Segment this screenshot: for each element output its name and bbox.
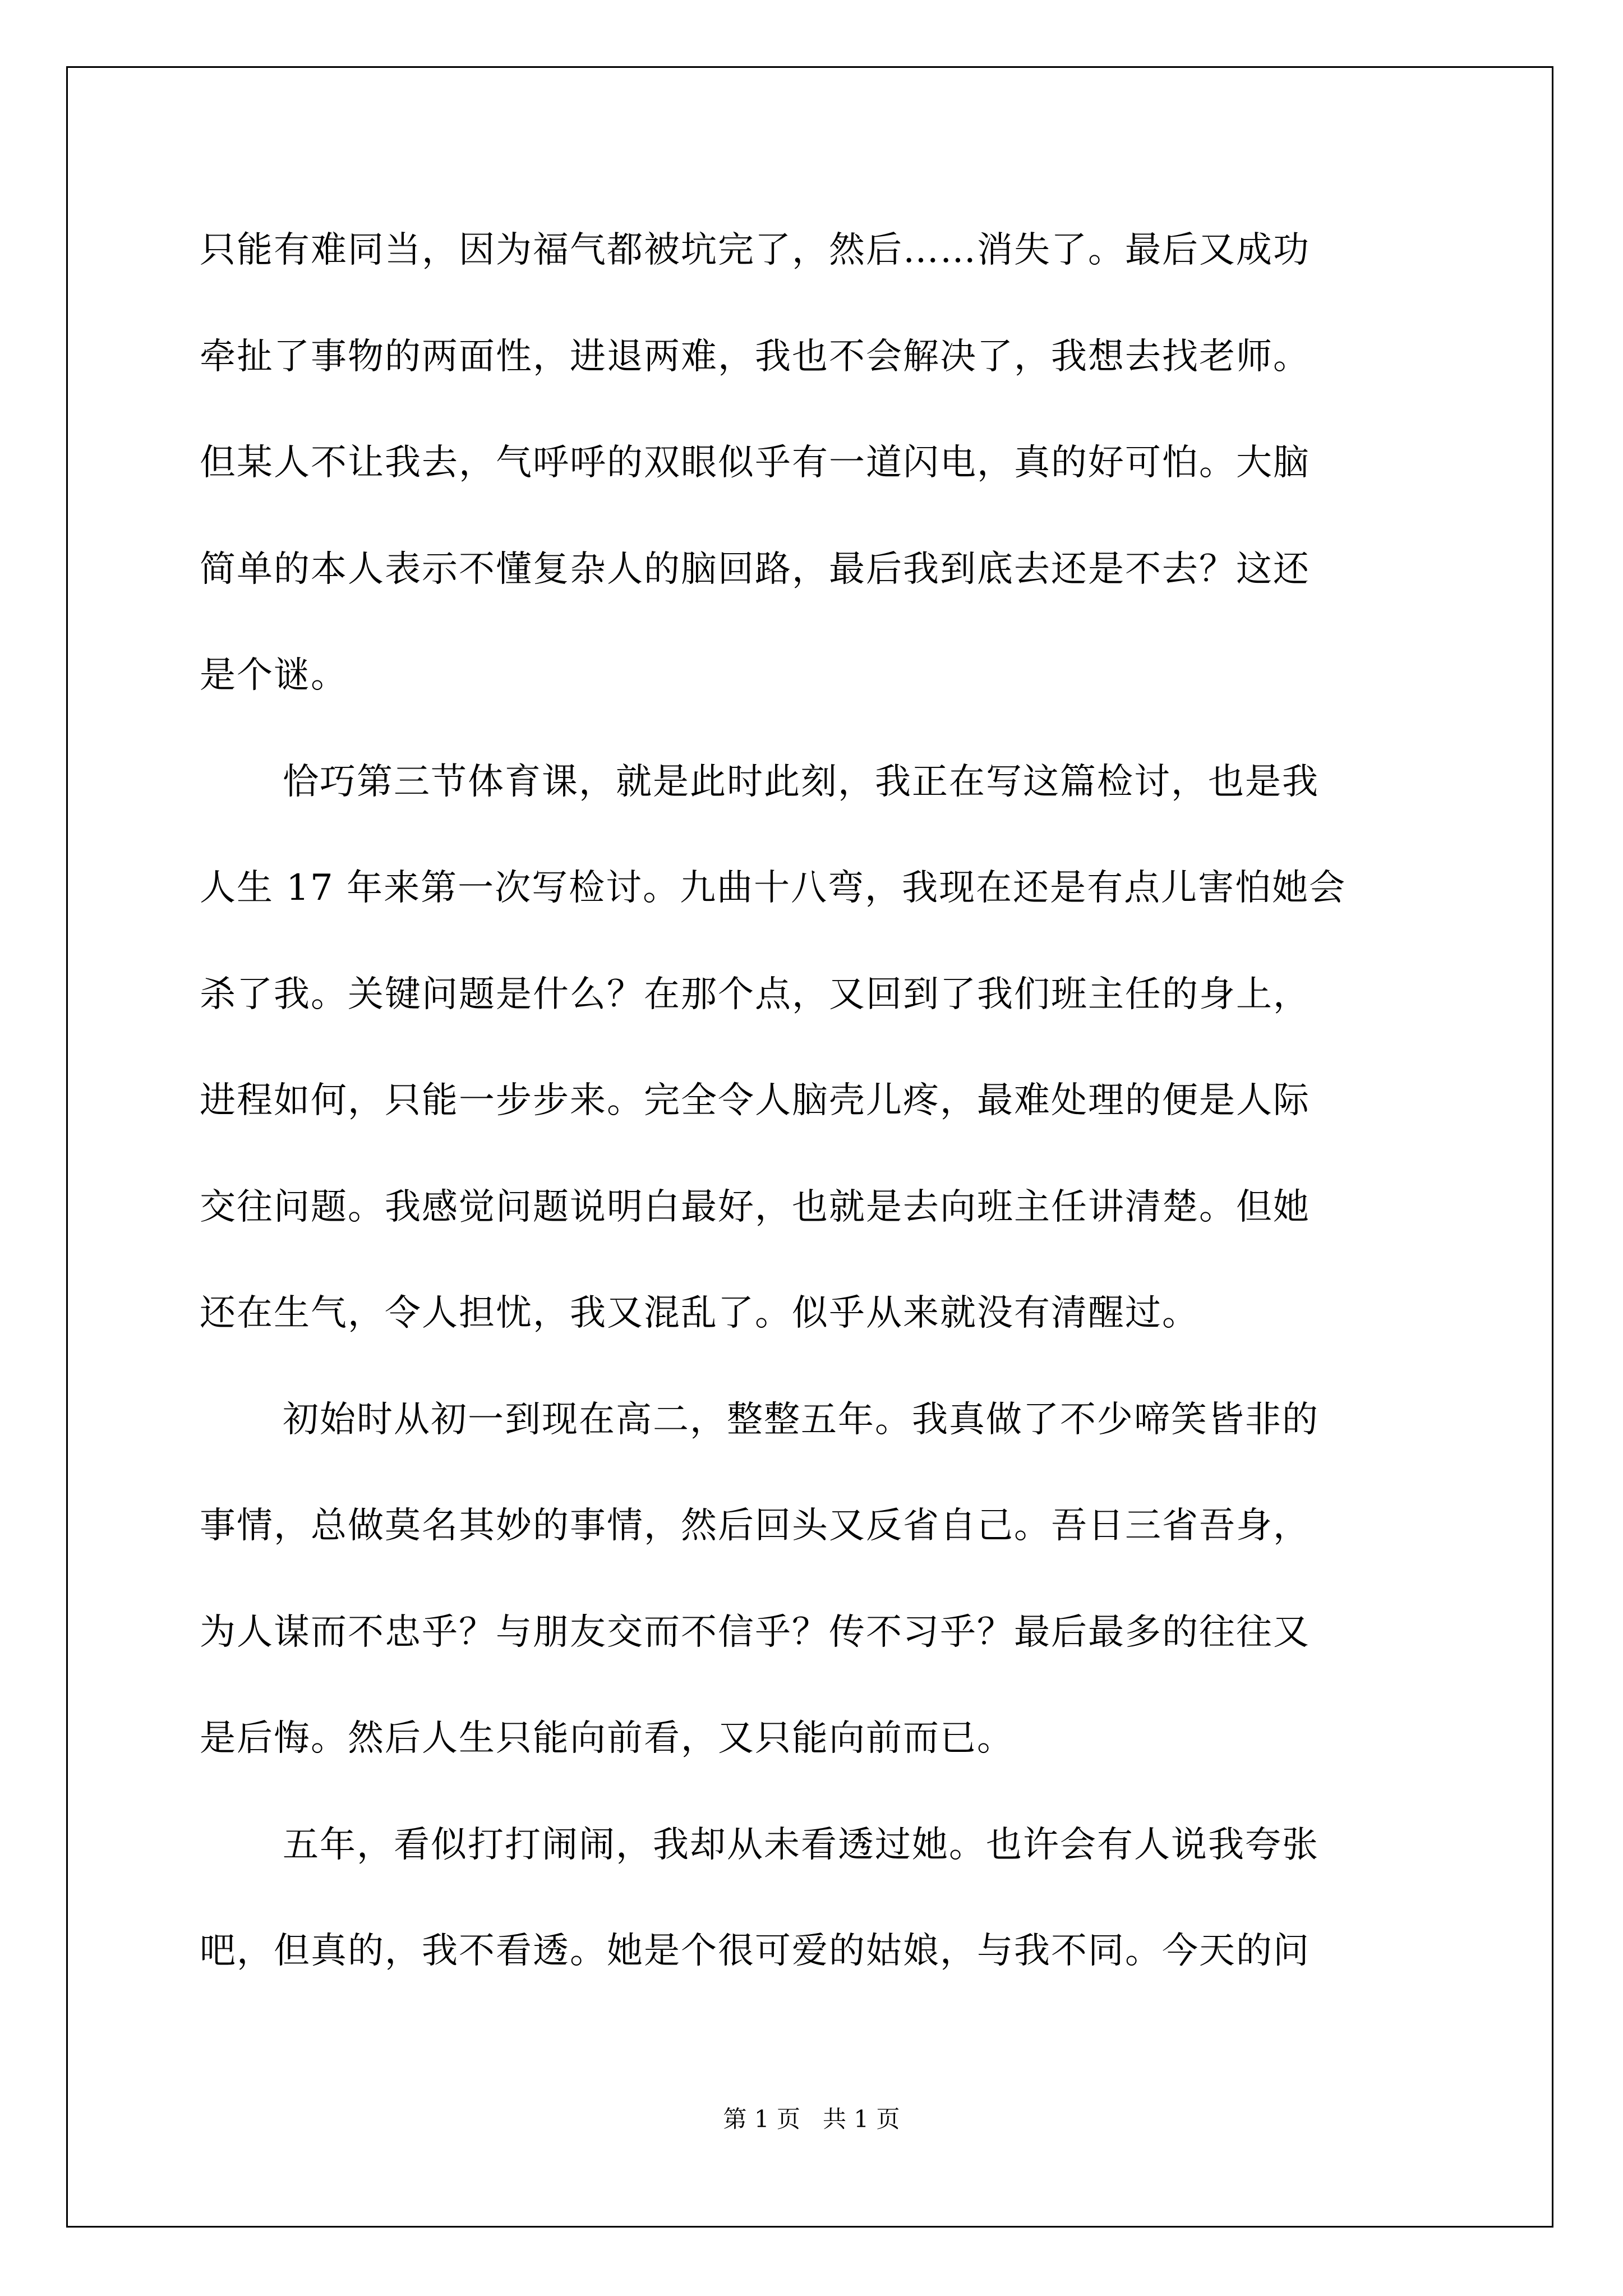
text-line: 但某人不让我去，气呼呼的双眼似乎有一道闪电，真的好可怕。大脑 — [200, 442, 1310, 484]
text-line: 事情，总做莫名其妙的事情，然后回头又反省自己。吾日三省吾身， — [200, 1505, 1310, 1547]
text-line: 交往问题。我感觉问题说明白最好，也就是去向班主任讲清楚。但她 — [200, 1186, 1310, 1228]
text-line: 牵扯了事物的两面性，进退两难，我也不会解决了，我想去找老师。 — [200, 335, 1310, 378]
paragraph-first-line: 初始时从初一到现在高二，整整五年。我真做了不少啼笑皆非的 — [283, 1398, 1319, 1441]
text-line: 为人谋而不忠乎？与朋友交而不信乎？传不习乎？最后最多的往往又 — [200, 1611, 1310, 1653]
document-body — [200, 222, 1433, 2030]
paragraph-first-line: 恰巧第三节体育课，就是此时此刻，我正在写这篇检讨，也是我 — [283, 761, 1319, 803]
paragraph-first-line: 五年，看似打打闹闹，我却从未看透过她。也许会有人说我夸张 — [283, 1824, 1319, 1866]
text-line: 是个谜。 — [200, 655, 348, 696]
text-line: 只能有难同当，因为福气都被坑完了，然后……消失了。最后又成功 — [200, 229, 1310, 271]
text-line: 人生 17 年来第一次写检讨。九曲十八弯，我现在还是有点儿害怕她会 — [200, 867, 1347, 909]
page-footer: 第 1 页 共 1 页 — [723, 2105, 900, 2133]
text-line: 简单的本人表示不懂复杂人的脑回路，最后我到底去还是不去？这还 — [200, 548, 1310, 590]
text-line: 吧，但真的，我不看透。她是个很可爱的姑娘，与我不同。今天的问 — [200, 1930, 1310, 1972]
text-line: 杀了我。关键问题是什么？在那个点，又回到了我们班主任的身上， — [200, 973, 1310, 1015]
text-line: 进程如何，只能一步步来。完全令人脑壳儿疼，最难处理的便是人际 — [200, 1080, 1310, 1121]
text-line: 还在生气，令人担忧，我又混乱了。似乎从来就没有清醒过。 — [200, 1292, 1199, 1334]
text-line: 是后悔。然后人生只能向前看，又只能向前而已。 — [200, 1718, 1014, 1759]
